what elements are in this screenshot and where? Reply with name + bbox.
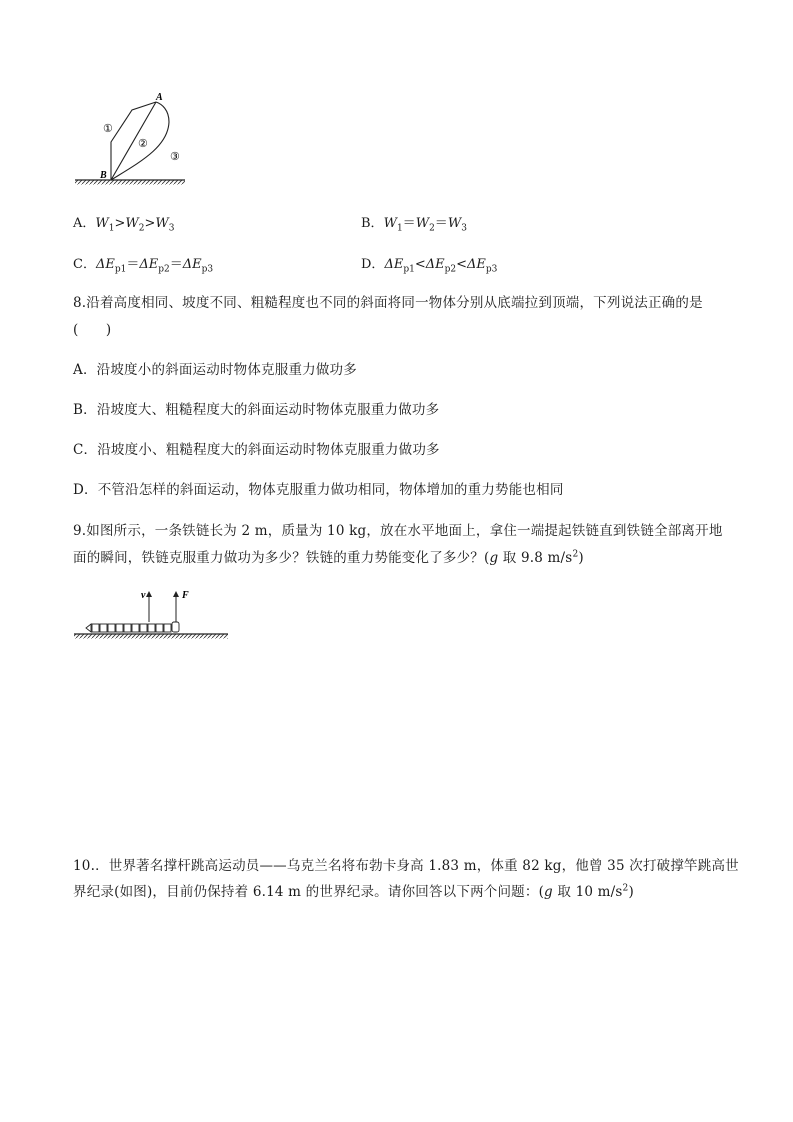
label-path-1: ①: [103, 123, 113, 135]
path-2: [111, 102, 156, 180]
q8-option-c[interactable]: C．沿坡度小、粗糙程度大的斜面运动时物体克服重力做功多: [73, 442, 440, 458]
q8-option-b[interactable]: B．沿坡度大、粗糙程度大的斜面运动时物体克服重力做功多: [73, 402, 440, 418]
q7-option-d[interactable]: D．$\Delta E_{p1}<\Delta E_{p2}<\Delta E_{p3}$: [361, 257, 498, 275]
q9-stem-line1: 9.如图所示，一条铁链长为 2 m，质量为 10 kg，放在水平地面上，拿住一端提起铁链直到铁链全部离开地: [73, 523, 723, 539]
label-B: B: [100, 170, 107, 181]
q8-stem-line2: ( ): [73, 322, 112, 338]
ground-hatch: [75, 181, 185, 185]
ground-hatch-2: [74, 635, 228, 639]
q7-option-b[interactable]: B．$W_1=W_2=W_3$: [361, 216, 467, 234]
velocity-label: v: [141, 590, 146, 601]
q7-option-c[interactable]: C．$\Delta E_{p1}=\Delta E_{p2}=\Delta E_{p3}$: [73, 257, 214, 275]
label-path-3: ③: [170, 151, 180, 163]
q10-stem-line2: 界纪录(如图)，目前仍保持着 6.14 m 的世界纪录。请你回答以下两个问题：(g 取 10 $m/s^2$): [73, 883, 634, 900]
q10-stem-line1: 10.．世界著名撑杆跳高运动员——乌克兰名将布勃卡身高 1.83 m，体重 82 kg，他曾 35 次打破撑竿跳高世: [73, 858, 739, 874]
figure-paths-diagram: [70, 92, 190, 188]
force-label: F: [182, 590, 189, 601]
q8-stem-line1: 8.沿着高度相同、坡度不同、粗糙程度也不同的斜面将同一物体分别从底端拉到顶端，下列说法正确的是: [73, 295, 703, 311]
q8-option-d[interactable]: D．不管沿怎样的斜面运动，物体克服重力做功相同，物体增加的重力势能也相同: [73, 482, 564, 498]
q8-option-a[interactable]: A．沿坡度小的斜面运动时物体克服重力做功多: [73, 362, 357, 378]
q7-option-a[interactable]: A．$W_1>W_2>W_3$: [73, 216, 175, 234]
q9-stem-line2: 面的瞬间，铁链克服重力做功为多少？铁链的重力势能变化了多少？(g 取 9.8 $m/s^2$): [73, 549, 584, 566]
label-path-2: ②: [138, 138, 148, 150]
label-A: A: [156, 92, 163, 103]
figure-chain-diagram: [72, 586, 232, 644]
chain: [86, 622, 179, 632]
